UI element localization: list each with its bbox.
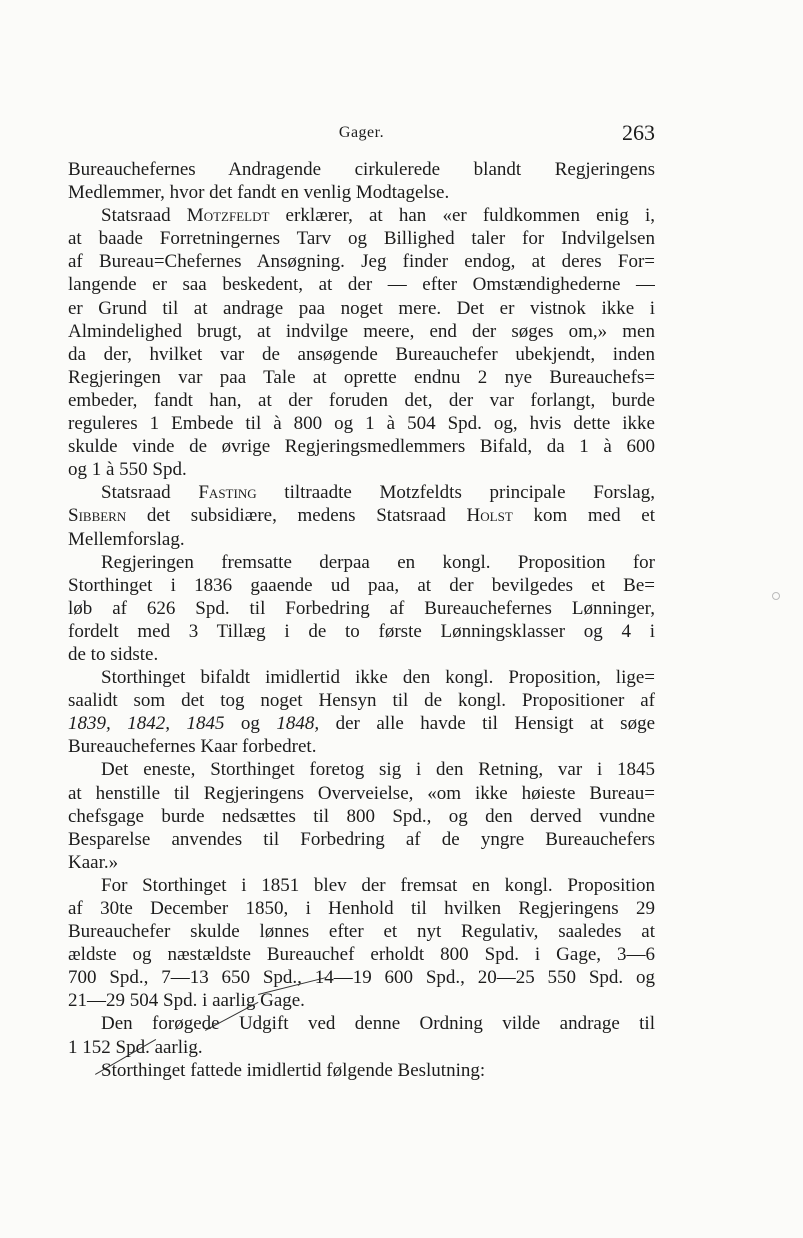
text-line: saalidt som det tog noget Hensyn til de kongl. Propositioner af: [68, 690, 655, 712]
text-line: Storthinget bifaldt imidlertid ikke den kongl. Proposition, lige=: [101, 667, 655, 689]
text-line: reguleres 1 Embede til à 800 og 1 à 504 Spd. og, hvis dette ikke: [68, 413, 655, 435]
text-line: 700 Spd., 7—13 650 Spd., 14—19 600 Spd., 20—25 550 Spd. og: [68, 967, 655, 989]
person-name: Sibbern: [68, 505, 127, 527]
text-line: embeder, fandt han, at der foruden det, der var forlangt, burde: [68, 389, 655, 411]
text-line: Bureauchefernes Kaar forbedret.: [68, 736, 317, 758]
text-line: [68, 504, 655, 527]
text-line: chefsgage burde nedsættes til 800 Spd., og den derved vundne: [68, 805, 655, 827]
running-title: Gager.: [338, 124, 385, 141]
text-line: [68, 204, 655, 227]
text-line: Storthinget fattede imidlertid følgende Beslutning:: [101, 1059, 486, 1081]
text-run: og: [224, 713, 277, 735]
text-line: at baade Forretningernes Tarv og Billighed taler for Indvilgelsen: [68, 228, 655, 250]
text-line: Mellemforslag.: [68, 528, 185, 550]
text-line: Storthinget i 1836 gaaende ud paa, at der bevilgedes et Be=: [68, 574, 655, 596]
text-line: Regjeringen var paa Tale at oprette endnu 2 nye Bureauchefs=: [68, 366, 655, 388]
text-run: der alle havde til Hensigt at søge: [319, 713, 655, 735]
text-line: skulde vinde de øvrige Regjeringsmedlemmers Bifald, da 1 à 600: [68, 436, 655, 458]
text-line: Den forøgede Udgift ved denne Ordning vilde andrage til: [101, 1013, 655, 1035]
person-name: Motzfeldt: [186, 205, 270, 227]
text-line: 21—29 504 Spd. i aarlig Gage.: [68, 990, 305, 1012]
text-run: Statsraad: [101, 205, 187, 227]
page-number: 263: [622, 120, 655, 145]
text-line: Bureauchefernes Andragende cirkulerede blandt Regjeringens: [68, 159, 655, 180]
text-line: Besparelse anvendes til Forbedring af de yngre Bureauchefers: [68, 828, 655, 850]
text-line: af Bureau=Chefernes Ansøgning. Jeg finder endog, at deres For=: [68, 251, 655, 273]
text-run: kom med et: [512, 505, 655, 527]
text-line: løb af 626 Spd. til Forbedring af Bureauchefernes Lønninger,: [68, 597, 655, 619]
text-line: Det eneste, Storthinget foretog sig i den Retning, var i 1845: [101, 759, 655, 781]
text-line: For Storthinget i 1851 blev der fremsat en kongl. Proposition: [101, 874, 655, 896]
text-line: de to sidste.: [68, 643, 159, 665]
text-run: erklærer, at han «er fuldkommen enig i,: [269, 205, 655, 227]
year-reference: 1839, 1842, 1845: [68, 713, 225, 735]
text-line: [68, 481, 655, 504]
text-run: tiltraadte Motzfeldts principale Forslag,: [256, 482, 655, 504]
text-line: Regjeringen fremsatte derpaa en kongl. Proposition for: [101, 551, 655, 573]
page-header: [68, 120, 655, 150]
text-line: 1 152 Spd. aarlig.: [68, 1036, 203, 1058]
text-run: det subsidiære, medens Statsraad: [126, 505, 467, 527]
text-line: langende er saa beskedent, at der — efter Omstændighederne —: [68, 274, 655, 296]
text-line: da der, hvilket var de ansøgende Bureauchefer ubekjendt, inden: [68, 343, 655, 365]
body-text: [68, 158, 655, 1082]
text-line: [68, 712, 655, 735]
text-run: Statsraad: [101, 482, 199, 504]
text-line: fordelt med 3 Tillæg i de to første Lønningsklasser og 4 i: [68, 620, 655, 642]
text-line: af 30te December 1850, i Henhold til hvilken Regjeringens 29: [68, 898, 655, 919]
text-line: og 1 à 550 Spd.: [68, 459, 187, 481]
person-name: Fasting: [198, 482, 257, 504]
text-line: ældste og næstældste Bureauchef erholdt 800 Spd. i Gage, 3—6: [68, 944, 655, 966]
text-line: at henstille til Regjeringens Overveielse, «om ikke høieste Bureau=: [68, 782, 655, 804]
text-line: Kaar.»: [68, 851, 119, 873]
text-line: er Grund til at andrage paa noget mere. Det er vistnok ikke i: [68, 297, 655, 319]
text-line: Medlemmer, hvor det fandt en venlig Modtagelse.: [68, 182, 450, 204]
margin-dot: [772, 592, 780, 600]
text-line: Bureauchefer skulde lønnes efter et nyt Regulativ, saaledes at: [68, 921, 655, 943]
year-reference: 1848,: [276, 713, 320, 735]
person-name: Holst: [466, 505, 513, 527]
text-line: Almindelighed brugt, at indvilge meere, end der søges om,» men: [68, 320, 655, 342]
